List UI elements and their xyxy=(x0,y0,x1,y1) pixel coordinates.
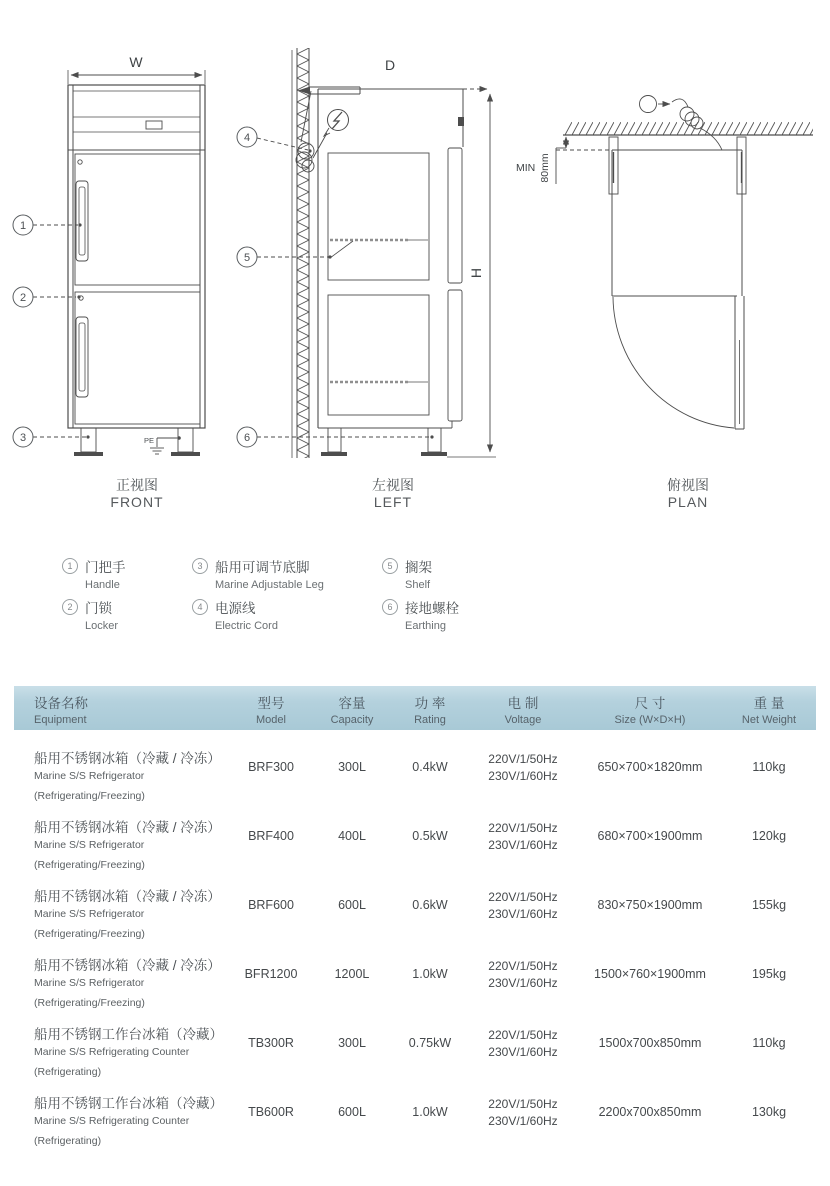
col-header-en: Size (W×D×H) xyxy=(614,714,686,726)
plan-caption-zh: 俯视图 xyxy=(667,477,709,493)
table-row xyxy=(14,1015,816,1084)
col-header-zh: 电 制 xyxy=(507,696,539,711)
col-header-capacity xyxy=(312,686,392,730)
left-view-drawing xyxy=(237,48,496,458)
voltage-line-2: 230V/1/60Hz xyxy=(488,907,558,921)
cell-rating: 1.0kW xyxy=(412,967,448,981)
equipment-name-zh: 船用不锈钢冰箱（冷藏 / 冷冻） xyxy=(34,958,221,973)
front-caption-en: FRONT xyxy=(110,494,164,510)
pe-label: PE xyxy=(143,436,154,445)
callout-number-3: 3 xyxy=(19,432,27,444)
legend-item-adjustable-leg xyxy=(192,556,324,591)
cell-equipment xyxy=(14,946,230,1015)
equipment-name-note: (Refrigerating/Freezing) xyxy=(34,790,145,802)
col-header-en: Voltage xyxy=(504,714,542,726)
equipment-name-en: Marine S/S Refrigerator xyxy=(34,908,145,920)
left-view-caption xyxy=(328,477,458,510)
equipment-name-zh: 船用不锈钢冰箱（冷藏 / 冷冻） xyxy=(34,820,221,835)
col-header-en: Equipment xyxy=(34,714,87,726)
min-value-label: 80mm xyxy=(539,153,551,183)
legend-num-circle: 2 xyxy=(62,599,78,615)
cell-model: BRF600 xyxy=(248,898,294,912)
legend-zh: 船用可调节底脚 xyxy=(215,560,310,575)
front-view-drawing xyxy=(13,70,205,456)
cell-rating: 0.5kW xyxy=(412,829,448,843)
col-header-zh: 设备名称 xyxy=(34,696,88,711)
front-view-caption xyxy=(72,477,202,510)
cell-size: 1500×760×1900mm xyxy=(594,967,706,981)
cell-equipment xyxy=(14,1084,230,1153)
legend-num-circle: 1 xyxy=(62,558,78,574)
equipment-name-en: Marine S/S Refrigerator xyxy=(34,977,145,989)
equipment-name-note: (Refrigerating/Freezing) xyxy=(34,859,145,871)
cell-size: 1500x700x850mm xyxy=(598,1036,702,1050)
col-header-weight xyxy=(722,686,816,730)
dim-label-h: H xyxy=(468,267,484,279)
legend-zh: 搁架 xyxy=(405,560,432,575)
col-header-voltage xyxy=(468,686,578,730)
col-header-rating xyxy=(392,686,468,730)
equipment-name-en: Marine S/S Refrigerator xyxy=(34,839,145,851)
cell-voltage xyxy=(468,808,578,877)
callout-number-4: 4 xyxy=(243,132,251,144)
legend-zh: 接地螺栓 xyxy=(405,601,459,616)
cell-capacity: 300L xyxy=(338,1036,366,1050)
col-header-en: Net Weight xyxy=(741,714,797,726)
legend-en: Locker xyxy=(85,620,119,632)
equipment-name-note: (Refrigerating) xyxy=(34,1066,102,1078)
equipment-name-zh: 船用不锈钢冰箱（冷藏 / 冷冻） xyxy=(34,751,221,766)
plan-view-drawing xyxy=(556,96,813,430)
plan-view-caption xyxy=(623,477,753,510)
cell-voltage xyxy=(468,1084,578,1153)
col-header-zh: 型号 xyxy=(257,696,285,711)
dim-label-w: W xyxy=(129,54,143,70)
col-header-en: Capacity xyxy=(330,714,374,726)
col-header-en: Model xyxy=(256,714,286,726)
spec-table-body xyxy=(14,739,816,1153)
callout-number-5: 5 xyxy=(243,252,251,264)
legend-num-circle: 5 xyxy=(382,558,398,574)
mounting-bracket xyxy=(298,87,360,95)
open-door-leaf xyxy=(735,296,744,429)
cell-rating: 1.0kW xyxy=(412,1105,448,1119)
door-handle-upper xyxy=(76,181,88,261)
table-row xyxy=(14,946,816,1015)
left-caption-en: LEFT xyxy=(373,494,413,510)
col-header-equipment xyxy=(14,686,230,730)
cell-capacity: 600L xyxy=(338,1105,366,1119)
left-caption-zh: 左视图 xyxy=(372,477,414,493)
cell-voltage xyxy=(468,739,578,808)
voltage-line-1: 220V/1/50Hz xyxy=(488,890,558,904)
cell-equipment xyxy=(14,739,230,808)
cell-voltage xyxy=(468,946,578,1015)
legend-item-handle xyxy=(62,556,126,591)
legend-num-circle: 6 xyxy=(382,599,398,615)
voltage-line-2: 230V/1/60Hz xyxy=(488,1114,558,1128)
legend-item-electric-cord xyxy=(192,597,278,632)
cell-weight: 110kg xyxy=(752,760,786,774)
equipment-name-en: Marine S/S Refrigerating Counter xyxy=(34,1046,190,1058)
equipment-name-en: Marine S/S Refrigerator xyxy=(34,770,145,782)
spec-table-header xyxy=(14,686,816,730)
cell-equipment xyxy=(14,808,230,877)
legend-en: Handle xyxy=(85,579,120,591)
cell-size: 830×750×1900mm xyxy=(597,898,703,912)
equipment-name-note: (Refrigerating/Freezing) xyxy=(34,997,145,1009)
voltage-line-2: 230V/1/60Hz xyxy=(488,769,558,783)
equipment-name-note: (Refrigerating) xyxy=(34,1135,102,1147)
voltage-line-1: 220V/1/50Hz xyxy=(488,1097,558,1111)
legend-en: Electric Cord xyxy=(215,620,278,632)
table-row xyxy=(14,877,816,946)
wall-section xyxy=(292,48,309,458)
cell-capacity: 600L xyxy=(338,898,366,912)
voltage-line-1: 220V/1/50Hz xyxy=(488,752,558,766)
min-gap-dimension xyxy=(556,137,566,184)
voltage-line-1: 220V/1/50Hz xyxy=(488,959,558,973)
cell-capacity: 400L xyxy=(338,829,366,843)
col-header-zh: 重 量 xyxy=(753,696,785,711)
equipment-name-zh: 船用不锈钢冰箱（冷藏 / 冷冻） xyxy=(34,889,221,904)
lightning-power-icon xyxy=(324,110,349,137)
col-header-zh: 功 率 xyxy=(414,696,446,711)
cell-voltage xyxy=(468,877,578,946)
callout-number-1: 1 xyxy=(19,220,27,232)
dim-label-d: D xyxy=(384,57,396,73)
legend-num-circle: 3 xyxy=(192,558,208,574)
table-row xyxy=(14,808,816,877)
cell-weight: 130kg xyxy=(751,1105,787,1119)
cell-voltage xyxy=(468,1015,578,1084)
earthing-ground-icon xyxy=(150,436,181,454)
cell-model: BRF400 xyxy=(248,829,294,843)
equipment-name-zh: 船用不锈钢工作台冰箱（冷藏） xyxy=(34,1027,223,1042)
cell-equipment xyxy=(14,1015,230,1084)
cell-size: 680×700×1900mm xyxy=(597,829,703,843)
col-header-zh: 尺 寸 xyxy=(634,696,666,711)
cell-rating: 0.75kW xyxy=(408,1036,452,1050)
plan-caption-en: PLAN xyxy=(667,494,709,510)
legend-zh: 门把手 xyxy=(85,560,126,575)
cell-model: BRF300 xyxy=(248,760,294,774)
cell-weight: 110kg xyxy=(752,1036,786,1050)
table-row xyxy=(14,739,816,808)
adjustable-legs-front xyxy=(74,428,200,456)
cell-capacity: 300L xyxy=(338,760,366,774)
cell-model: BFR1200 xyxy=(244,967,298,981)
cell-weight: 155kg xyxy=(751,898,787,912)
legend-zh: 电源线 xyxy=(215,601,256,616)
cell-size: 650×700×1820mm xyxy=(597,760,703,774)
voltage-line-2: 230V/1/60Hz xyxy=(488,1045,558,1059)
table-row xyxy=(14,1084,816,1153)
cell-weight: 195kg xyxy=(751,967,787,981)
min-label: MIN xyxy=(516,162,536,174)
door-swing-arc xyxy=(613,297,734,428)
col-header-size xyxy=(578,686,722,730)
cell-capacity: 1200L xyxy=(334,967,370,981)
callout-leaders-front xyxy=(33,225,86,437)
col-header-en: Rating xyxy=(414,714,446,726)
door-handle-lower xyxy=(76,317,88,397)
front-caption-zh: 正视图 xyxy=(116,477,158,493)
callout-number-6: 6 xyxy=(243,432,251,444)
voltage-line-1: 220V/1/50Hz xyxy=(488,821,558,835)
col-header-zh: 容量 xyxy=(338,696,366,711)
callout-number-2: 2 xyxy=(19,292,27,304)
legend-zh: 门锁 xyxy=(85,601,112,616)
legend-en: Shelf xyxy=(405,579,431,591)
voltage-line-2: 230V/1/60Hz xyxy=(488,838,558,852)
spec-table xyxy=(14,686,816,1153)
cell-rating: 0.4kW xyxy=(412,760,448,774)
cell-equipment xyxy=(14,877,230,946)
wall-hatch xyxy=(565,122,813,135)
hinge-left xyxy=(609,137,618,194)
cell-rating: 0.6kW xyxy=(412,898,448,912)
col-header-model xyxy=(230,686,312,730)
technical-drawing xyxy=(0,0,830,530)
equipment-name-en: Marine S/S Refrigerating Counter xyxy=(34,1115,190,1127)
cell-model: TB300R xyxy=(248,1036,294,1050)
voltage-line-1: 220V/1/50Hz xyxy=(488,1028,558,1042)
callout-leaders-left xyxy=(257,138,430,437)
equipment-name-note: (Refrigerating/Freezing) xyxy=(34,928,145,940)
shelf-upper xyxy=(330,240,428,258)
legend-en: Earthing xyxy=(405,620,446,632)
voltage-line-2: 230V/1/60Hz xyxy=(488,976,558,990)
cell-size: 2200x700x850mm xyxy=(598,1105,702,1119)
legend-en: Marine Adjustable Leg xyxy=(215,579,324,591)
legend-item-locker xyxy=(62,597,118,632)
cell-weight: 120kg xyxy=(751,829,787,843)
equipment-name-zh: 船用不锈钢工作台冰箱（冷藏） xyxy=(34,1096,223,1111)
legend-num-circle: 4 xyxy=(192,599,208,615)
legend-item-earthing xyxy=(382,597,459,632)
legend-item-shelf xyxy=(382,556,432,591)
adjustable-legs-left xyxy=(321,428,447,456)
cell-model: TB600R xyxy=(248,1105,294,1119)
